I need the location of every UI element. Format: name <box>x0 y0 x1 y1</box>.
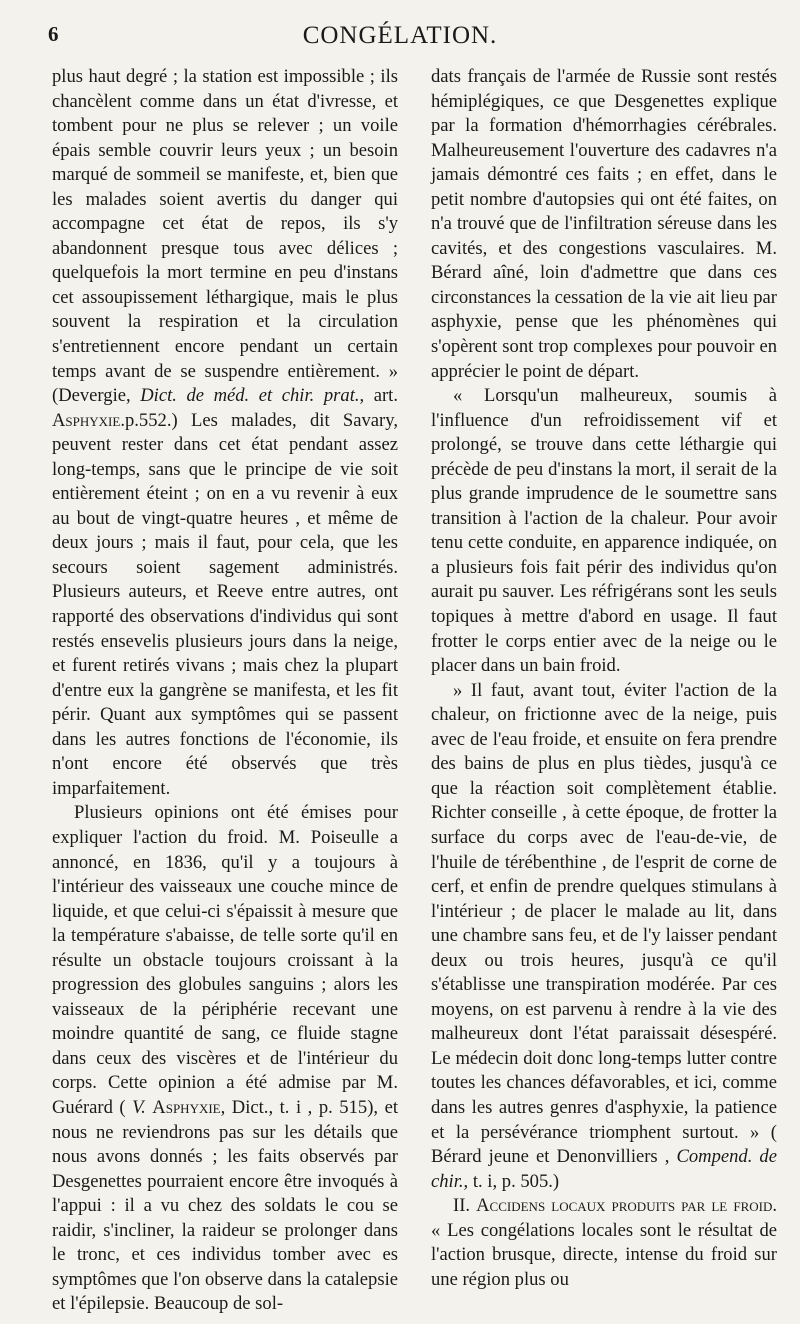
paragraph: « Lorsqu'un malheureux, soumis à l'influence d'un refroidissement vif et prolongé, se trouve dans cette léthargie qui précède de peu d'instans la mort, il serait de la plus grande imprudence de le soumettre sans transition à l'action de la chaleur. Pour avoir tenu cette conduite, en apparence indiquée, on a plusieurs fois fait périr des individus qu'on aurait pu sauver. Les réfrigérans sont les seuls topiques à mettre d'abord en usage. Il faut frotter le corps entier avec de la neige ou le placer dans un bain froid. <box>431 385 777 677</box>
citation-article: Asphyxie <box>152 1096 221 1118</box>
text-run: .p.552.) Les malades, dit Savary, peuvent rester dans cet état pendant assez long-temps, sans que le principe de vie soit entièrement éteint ; on en a vu revenir à eux au bout de vingt-quatre heures , et même de deux jours ; mais il faut, pour cela, que les secours soient sagement administrés. Plusieurs auteurs, et Reeve entre autres, ont rapporté des observations d'individus qui sont restés ensevelis plusieurs jours dans la neige, et furent retirés vivans ; mais chez la plupart d'entre eux la gangrène se manifesta, et les fit périr. Quant aux symptômes qui se passent dans les autres fonctions de l'économie, ils n'ont encore été observés que très imparfaitement. <box>52 409 398 799</box>
citation-article: Asphyxie <box>52 409 121 431</box>
left-column <box>52 65 398 1317</box>
citation-ref: V. <box>132 1096 146 1118</box>
text-run: , Dict., t. i , p. 515), et nous ne reviendrons pas sur les détails que nous avons donnés ; les faits observés par Desgenettes pourraient encore être invoqués à l'appui : il a vu chez des soldats le cou se raidir, s'incliner, la raideur se prolonger dans le tronc, et ces individus tomber avec es symptômes que l'on observe dans la catalepsie et l'épilepsie. Beaucoup de sol- <box>52 1096 398 1315</box>
paragraph <box>52 801 398 1316</box>
section-number: II. <box>453 1195 477 1217</box>
section-paragraph <box>431 1194 777 1292</box>
right-column <box>431 65 777 1292</box>
paragraph <box>52 65 398 801</box>
paragraph: dats français de l'armée de Russie sont restés hémiplégiques, ce que Desgenettes explique par la formation d'hémorrhagies cérébrales. Malheureusement l'ouverture des cadavres n'a jamais démontré ces faits ; en effet, dans le petit nombre d'autopsies qui ont été faites, on n'a trouvé que de l'infiltration séreuse dans les cavités, et des congestions vasculaires. M. Bérard aîné, loin d'admettre que dans ces circonstances la cessation de la vie ait lieu par asphyxie, pense que les phénomènes qui s'opèrent sont trop complexes pour pouvoir en apprécier le point de départ. <box>431 66 777 382</box>
citation-title: Compend. de chir. <box>431 1146 777 1192</box>
text-run: » Il faut, avant tout, éviter l'action de la chaleur, on frictionne avec de la neige, puis avec de l'eau froide, et ensuite on fera prendre des bains de plus en plus tièdes, jusqu'à ce que la réaction soit complètement établie. Richter conseille , à cette époque, de frotter la surface du corps avec de l'eau-de-vie, de l'huile de térébenthine , de l'esprit de corne de cerf, et enfin de prendre quelques stimulans à l'intérieur ; de placer le malade au lit, dans une chambre sans feu, et de l'y laisser pendant deux ou trois heures, jusqu'à ce qu'il s'établisse une transpiration modérée. Par ces moyens, on est parvenu à rendre à la vie des malheureux dont l'état paraissait désespéré. Le médecin doit donc long-temps lutter contre toutes les chances défavorables, et ici, comme dans les autres genres d'asphyxie, la patience et la persévérance triomphent surtout. » ( Bérard jeune et Denonvilliers , <box>431 679 777 1168</box>
text-run: , t. i, p. 505.) <box>463 1170 560 1192</box>
citation-title: Dict. de méd. et chir. prat. <box>140 385 360 407</box>
text-run: « Les congélations locales sont le résultat de l'action brusque, directe, intense du froid sur une région plus ou <box>431 1219 777 1290</box>
text-run: , art. <box>359 385 398 407</box>
page-number: 6 <box>48 22 59 46</box>
paragraph <box>431 679 777 1194</box>
running-head <box>48 22 752 62</box>
text-run: Plusieurs opinions ont été émises pour expliquer l'action du froid. M. Poiseulle a annoncé, en 1836, qu'il y a toujours à l'intérieur des vaisseaux une couche mince de liquide, et que celui-ci s'épaissit à mesure que la température s'abaisse, de telle sorte qu'il en résulte un obstacle toujours croissant à la progression des globules sanguins ; alors les vaisseaux de la périphérie recevant une moindre quantité de sang, ce fluide stagne dans ceux des viscères et de l'intérieur du corps. Cette opinion a été admise par M. Guérard ( <box>52 802 398 1118</box>
running-title: CONGÉLATION. <box>302 22 498 49</box>
section-heading: Accidens locaux produits par le froid. <box>476 1195 777 1217</box>
text-run: plus haut degré ; la station est impossible ; ils chancèlent comme dans un état d'ivresse, et tombent pour ne plus se relever ; un voile épais semble couvrir leurs yeux ; un besoin marqué de sommeil se manifeste, et, bien que les malades soient avertis du danger qui accompagne cet état de repos, ils s'y abandonnent presque tous avec délices ; quelquefois la mort termine en peu d'instans cet assoupissement léthargique, mais le plus souvent la respiration et la circulation s'entretiennent encore pendant un certain temps avant de se suspendre entièrement. » (Devergie, <box>52 66 398 407</box>
